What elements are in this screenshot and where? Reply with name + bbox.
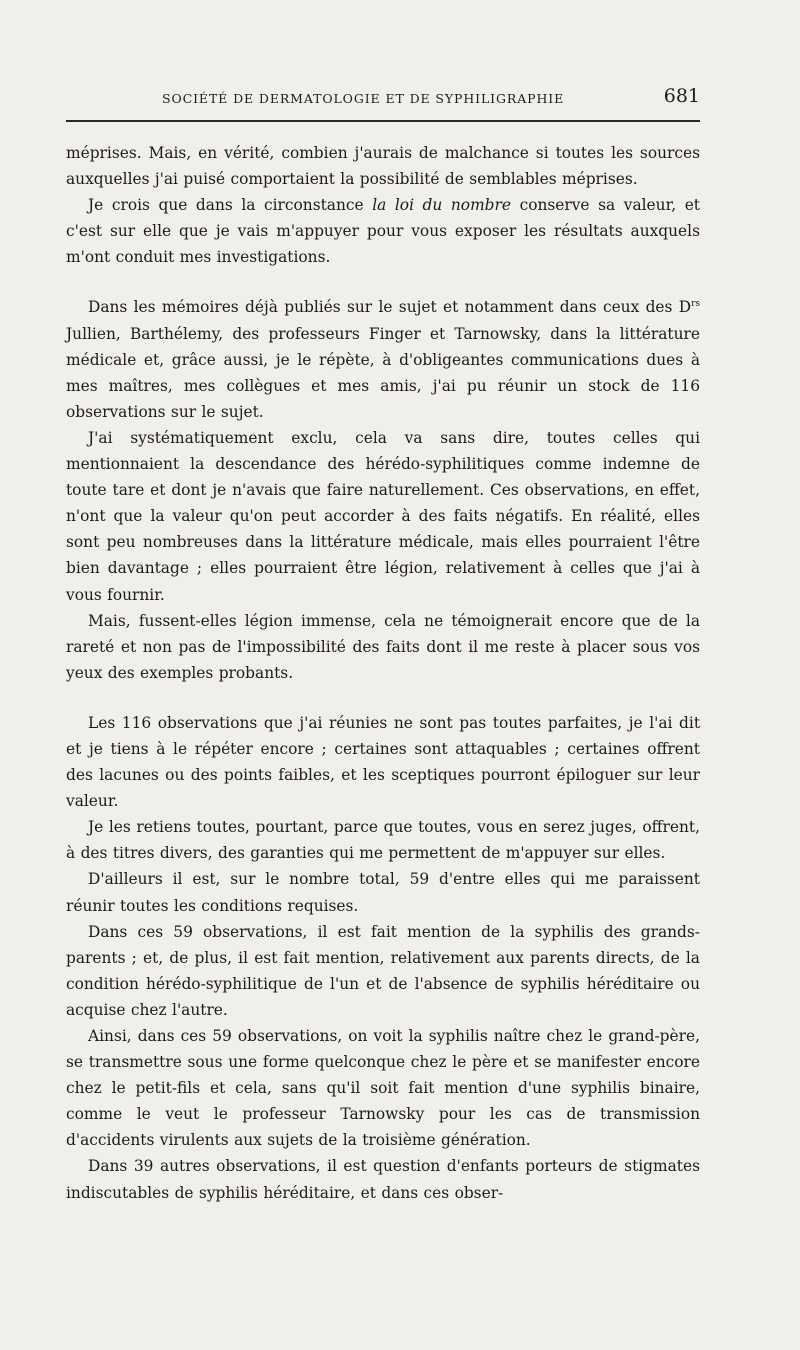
- paragraph: [66, 192, 700, 270]
- superscript-text: rs: [691, 299, 700, 310]
- paragraph: Je les retiens toutes, pourtant, parce que toutes, vous en serez juges, offrent, à des titres divers, des garanties qui me permettent de m'appuyer sur elles.: [66, 818, 700, 863]
- paragraph: Ainsi, dans ces 59 observations, on voit la syphilis naître chez le grand-père, se transmettre sous une forme quelconque chez le père et se manifester encore chez le petit-fils et cela, sans qu'il soit fait mention d'une syphilis binaire, comme le veut le professeur Tarnowsky pour les cas de transmission d'accidents virulents aux sujets de la troisième génération.: [66, 1027, 700, 1150]
- body-text: [66, 140, 700, 1206]
- paragraph: Les 116 observations que j'ai réunies ne sont pas toutes parfaites, je l'ai dit et je tiens à le répéter encore ; certaines sont attaquables ; certaines offrent des lacunes ou des points faibles, et les sceptiques pourront épiloguer sur leur valeur.: [66, 713, 700, 811]
- paragraph: Dans ces 59 observations, il est fait mention de la syphilis des grands-parents ; et, de plus, il est fait mention, relativement aux parents directs, de la condition hérédo-syphilitique de l'un et de l'absence de syphilis héréditaire ou acquise chez l'autre.: [66, 922, 700, 1019]
- paragraph: J'ai systématiquement exclu, cela va sans dire, toutes celles qui mentionnaient la descendance des hérédo-syphilitiques comme indemne de toute tare et dont je n'avais que faire naturellement. Ces observations, en effet, n'ont que la valeur qu'on peut accorder à des faits négatifs. En réalité, elles sont peu nombreuses dans la littérature médicale, mais elles pourraient l'être bien davantage ; elles pourraient être légion, relativement à celles que j'ai à vous fournir.: [66, 428, 700, 604]
- paragraph: D'ailleurs il est, sur le nombre total, 59 d'entre elles qui me paraissent réunir toutes les conditions requises.: [66, 870, 700, 915]
- paragraph-text: conserve sa valeur, et c'est sur elle que je vais m'appuyer pour vous exposer les résultats auxquels m'ont conduit mes investigations.: [66, 196, 700, 267]
- paragraph-text: Jullien, Barthélemy, des professeurs Finger et Tarnowsky, dans la littérature médicale et, grâce aussi, je le répète, à d'obligeantes communications dues à mes maîtres, mes collègues et mes amis, j'ai pu réunir un stock de 116 observations sur le sujet.: [66, 324, 700, 421]
- paragraph: Mais, fussent-elles légion immense, cela ne témoignerait encore que de la rareté et non pas de l'impossibilité des faits dont il me reste à placer sous vos yeux des exemples probants.: [66, 611, 700, 682]
- running-title: SOCIÉTÉ DE DERMATOLOGIE ET DE SYPHILIGRAPHIE: [162, 91, 565, 106]
- emphasis-text: la loi du nombre: [372, 196, 511, 215]
- page-number: 681: [663, 85, 700, 107]
- paragraph-text: Dans les mémoires déjà publiés sur le sujet et notamment dans ceux des D: [88, 298, 692, 317]
- paragraph-text: Je crois que dans la circonstance: [88, 196, 373, 215]
- paragraph: Dans 39 autres observations, il est question d'enfants porteurs de stigmates indiscutables de syphilis héréditaire, et dans ces obser-: [66, 1157, 700, 1202]
- book-page: [66, 84, 700, 1206]
- paragraph: méprises. Mais, en vérité, combien j'aurais de malchance si toutes les sources auxquelles j'ai puisé comportaient la possibilité de semblables méprises.: [66, 144, 700, 189]
- paragraph: [66, 294, 700, 424]
- page-header: [66, 84, 700, 114]
- header-rule: [66, 120, 700, 122]
